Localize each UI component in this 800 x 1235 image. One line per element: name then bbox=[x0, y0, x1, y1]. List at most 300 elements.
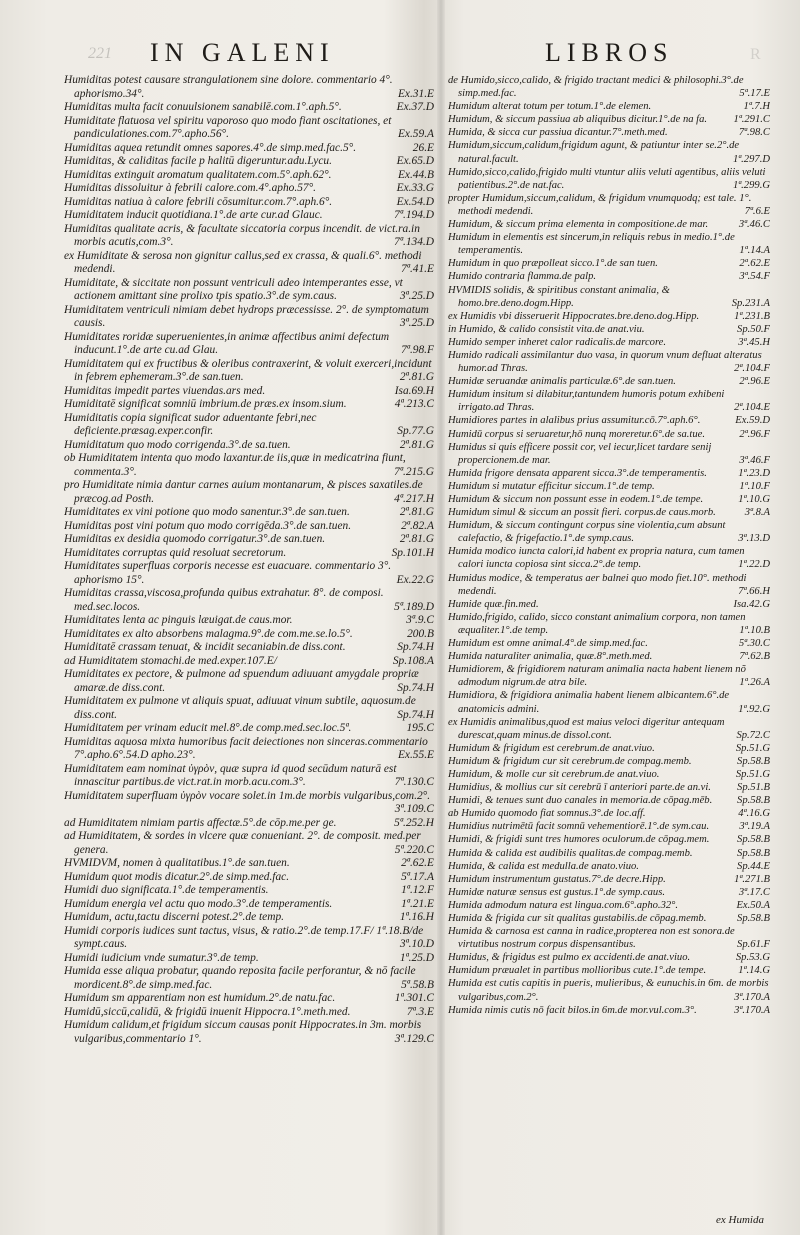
entry-text: ex Humidis vbi disseruerit Hippocrates.bre.deno.dog.Hipp. bbox=[448, 310, 700, 322]
entry-text: Humida & calida est audibilis qualitas.de compag.memb. bbox=[448, 847, 693, 859]
entry-text: Humiditate flatuosa vel spiritu vaporoso quo modo fiant oscitationes, et pandiculationes.com.7°.apho.56°. bbox=[64, 114, 392, 140]
index-column-right bbox=[448, 74, 770, 1224]
entry-text: Humiditatē significat somniū imbrium.de præs.ex insom.sium. bbox=[64, 398, 347, 410]
entry-text: Humiditatis copia significat sudor aduentante febri,nec deficiente.præsag.exper.confir. bbox=[64, 411, 317, 437]
entry-text: Humidum, actu,tactu discerni potest.2°.de temp. bbox=[64, 911, 284, 923]
entry-reference: 5ª.30.C bbox=[738, 638, 770, 650]
entry-text: Humidus si quis efficere possit cor, vel iecur,licet tardare senij propercionem.de mar. bbox=[448, 441, 712, 466]
entry-text: Humida naturaliter animalia, quæ.8°.meth.med. bbox=[448, 651, 653, 663]
index-entry bbox=[448, 74, 770, 100]
index-entry bbox=[64, 965, 434, 992]
bleed-through-text: R bbox=[750, 46, 764, 63]
index-column-left bbox=[64, 74, 434, 1224]
entry-reference: 2ª.62.E bbox=[739, 258, 770, 270]
index-entry bbox=[64, 331, 434, 358]
index-entry bbox=[64, 817, 434, 831]
entry-reference: Sp.58.B bbox=[737, 755, 770, 767]
entry-text: Humidū,siccū,calidū, & frigidū inuenit Hippocra.1°.meth.med. bbox=[64, 1005, 351, 1018]
entry-reference: 1ª.14.A bbox=[739, 245, 770, 257]
entry-text: Humidum, & molle cur sit cerebrum.de anat.viuo. bbox=[448, 768, 660, 780]
entry-text: Humiditas aquea retundit omnes sapores.4°.de simp.med.fac.5°. bbox=[64, 141, 357, 154]
entry-text: Humiditates ex alto absorbens malagma.9°.de com.me.se.lo.5°. bbox=[64, 627, 353, 640]
index-entry bbox=[448, 964, 770, 977]
entry-reference: 5ª.58.B bbox=[401, 978, 434, 991]
entry-text: Humidius, & mollius cur sit cerebrū ī anteriori parte.de an.vi. bbox=[448, 782, 711, 794]
entry-text: Humidum est omne animal.4°.de simp.med.fac. bbox=[448, 638, 648, 650]
entry-text: Humida & frigida cur sit qualitas gustabilis.de cōpag.memb. bbox=[448, 913, 707, 924]
index-entry bbox=[64, 169, 434, 183]
entry-reference: Sp.77.G bbox=[397, 425, 434, 437]
entry-reference: Ex.31.E bbox=[397, 87, 434, 100]
entry-text: Humiditatē crassam tenuat, & incidit secaniabin.de diss.cont. bbox=[64, 641, 346, 653]
entry-text: Humidi corporis iudices sunt tactus, visus, & ratio.2°.de temp.17.F/ 1ª.18.B/de sympt.caus. bbox=[64, 924, 424, 950]
index-entry bbox=[448, 1004, 770, 1017]
entry-reference: Ex.55.E bbox=[397, 749, 434, 761]
entry-reference: Sp.58.B bbox=[737, 847, 770, 859]
entry-reference: 2ª.104.F bbox=[734, 363, 770, 375]
index-entry bbox=[64, 614, 434, 628]
index-entry bbox=[448, 113, 770, 126]
entry-reference: Sp.108.A bbox=[392, 654, 434, 667]
index-entry bbox=[64, 223, 434, 250]
entry-text: Humiditatem eam nominat ὑγρὸν, quæ supra id quod secūdum naturā est innascitur partibus.de vict.rat.in morb.acu.com.3°. bbox=[64, 762, 397, 788]
entry-reference: Sp.51.B bbox=[737, 782, 770, 794]
index-entry bbox=[448, 833, 770, 846]
entry-reference: Sp.72.C bbox=[736, 729, 770, 741]
index-entry bbox=[448, 100, 770, 113]
index-entry bbox=[64, 898, 434, 912]
index-entry bbox=[448, 284, 770, 310]
entry-reference: 5ª.189.D bbox=[394, 600, 434, 613]
index-entry bbox=[448, 598, 770, 611]
entry-text: Humida admodum natura est lingua.com.6°.apho.32°. bbox=[448, 899, 679, 911]
running-head-right: LIBROS bbox=[545, 38, 674, 67]
entry-text: Humidum, & siccum prima elementa in compositione.de mar. bbox=[448, 219, 709, 231]
entry-text: ex Humidis animalibus,quod est maius veloci digeritur antequam durescat,quam minus.de dissol.cont. bbox=[448, 716, 725, 741]
index-entry bbox=[64, 209, 434, 223]
entry-reference: 3ª.170.A bbox=[734, 1004, 770, 1016]
index-entry bbox=[64, 155, 434, 169]
entry-reference: 2ª.81.G bbox=[399, 438, 434, 451]
index-entry bbox=[448, 873, 770, 886]
entry-reference: 2ª.96.E bbox=[739, 376, 770, 388]
index-entry bbox=[448, 742, 770, 755]
index-entry bbox=[64, 790, 434, 817]
entry-text: Humide quæ.fin.med. bbox=[448, 598, 539, 610]
entry-reference: 7ª.66.H bbox=[738, 585, 770, 597]
index-entry bbox=[64, 358, 434, 385]
index-entry bbox=[448, 192, 770, 218]
entry-text: Humidi, & frigidi sunt tres humores oculorum.de cōpag.mem. bbox=[448, 834, 710, 846]
entry-text: Humidi, & tenues sunt duo canales in memoria.de cōpag.mēb. bbox=[448, 795, 713, 807]
index-entry bbox=[448, 388, 770, 414]
entry-reference: Sp.74.H bbox=[397, 708, 434, 721]
entry-reference: 1ª.12.F bbox=[401, 884, 434, 896]
entry-reference: Sp.58.B bbox=[737, 913, 770, 924]
entry-text: Humida nimis cutis nō facit bilos.in 6m.de mor.vul.com.3°. bbox=[448, 1004, 697, 1016]
entry-reference: 7ª.130.C bbox=[394, 776, 434, 788]
entry-text: Humidum in elementis est sincerum,in reliquis rebus in medio.1°.de temperamentis. bbox=[448, 232, 735, 257]
entry-reference: Ex.22.G bbox=[396, 573, 434, 586]
entry-reference: 1ª.231.B bbox=[734, 310, 770, 322]
index-entry bbox=[448, 794, 770, 807]
entry-reference: 26.E bbox=[412, 141, 434, 154]
index-entry bbox=[448, 637, 770, 650]
entry-reference: 3ª.54.F bbox=[739, 271, 770, 283]
entry-reference: Ex.50.A bbox=[736, 899, 770, 911]
index-entry bbox=[448, 336, 770, 349]
entry-reference: 1ª.271.B bbox=[734, 873, 770, 885]
entry-text: Humidum in quo præpolleat sicco.1°.de san tuen. bbox=[448, 258, 658, 270]
entry-reference: 1ª.297.D bbox=[732, 153, 770, 165]
index-entry bbox=[448, 912, 770, 925]
entry-text: Humiditas aquosa mixta humoribus facit deiectiones non sinceras.commentario 7°.apho.6°.54.D apho.23°. bbox=[64, 735, 428, 761]
entry-reference: 7ª.134.D bbox=[394, 236, 434, 248]
entry-text: Humidus, & frigidus est pulmo ex accidenti.de anat.viuo. bbox=[448, 952, 691, 964]
entry-text: Humidum præualet in partibus mollioribus cute.1°.de tempe. bbox=[448, 965, 707, 977]
index-entry bbox=[64, 628, 434, 642]
entry-reference: Sp.51.G bbox=[735, 768, 770, 780]
index-entry bbox=[64, 722, 434, 736]
index-entry bbox=[448, 663, 770, 689]
index-entry bbox=[448, 572, 770, 598]
entry-reference: 2ª.104.E bbox=[734, 402, 770, 414]
index-entry bbox=[64, 385, 434, 399]
entry-text: Humiditates superfluas corporis necesse est euacuare. commentario 3°. aphorismo 15°. bbox=[64, 560, 392, 586]
entry-text: Humida esse aliqua probatur, quando reposita facile perforantur, & nō facile mordicent.8°.de simp.med.fac. bbox=[64, 965, 416, 991]
index-entry bbox=[64, 857, 434, 871]
entry-reference: 3ª.17.C bbox=[738, 886, 770, 898]
entry-text: Humidum, & siccum contingunt corpus sine violentia,cum absunt calefactio, & frigefactio.1°.de symp.caus. bbox=[448, 520, 726, 545]
entry-reference: 2ª.81.G bbox=[399, 371, 434, 383]
entry-text: Humiditates corruptas quid resoluat secretorum. bbox=[64, 546, 287, 559]
entry-text: pro Humiditate nimia dantur carnes auium montanarum, & pisces saxatiles.de præcog.ad Posth. bbox=[64, 479, 423, 505]
entry-reference: 3ª.10.D bbox=[399, 938, 434, 950]
entry-reference: Ex.33.G bbox=[396, 182, 434, 194]
entry-reference: Isa.69.H bbox=[394, 384, 434, 397]
entry-text: Humiditatem qui ex fructibus & oleribus contraxerint, & voluit exerceri,incidunt in febrem ephemeram.3°.de san.tuen. bbox=[64, 357, 432, 383]
entry-reference: 1ª.16.H bbox=[399, 911, 434, 923]
entry-reference: 200.B bbox=[407, 627, 434, 640]
entry-reference: 4ª.213.C bbox=[394, 398, 434, 410]
index-entry bbox=[448, 925, 770, 951]
entry-text: Humiditatem ventriculi nimiam debet hydrops præcessisse. 2°. de symptomatum causis. bbox=[64, 303, 429, 329]
entry-reference: 7ª.98.C bbox=[738, 127, 770, 139]
entry-text: Humidiores partes in alalibus prius assumitur.cō.7°.aph.6°. bbox=[448, 415, 701, 427]
entry-reference: Sp.74.H bbox=[397, 641, 434, 653]
index-entry bbox=[64, 655, 434, 669]
entry-reference: Ex.54.D bbox=[396, 195, 434, 208]
index-entry bbox=[448, 716, 770, 742]
index-entry bbox=[64, 196, 434, 210]
entry-reference: Sp.74.H bbox=[397, 681, 434, 694]
index-entry bbox=[64, 398, 434, 412]
entry-text: ob Humiditatem intenta quo modo laxantur.de iis,quæ in medicatrina fiunt, commenta.3°. bbox=[64, 452, 406, 478]
entry-reference: 7ª.62.B bbox=[739, 651, 770, 663]
index-entry bbox=[448, 375, 770, 388]
entry-reference: 7ª.41.E bbox=[401, 263, 434, 275]
entry-reference: Sp.58.B bbox=[737, 795, 770, 807]
index-entry bbox=[64, 250, 434, 277]
entry-text: Humidum & frigidum est cerebrum.de anat.viuo. bbox=[448, 742, 655, 754]
entry-text: Humiditates ex vini potione quo modo sanentur.3°.de san.tuen. bbox=[64, 506, 350, 518]
entry-text: Humiditate, & siccitate non possunt ventriculi adeo intemperantes esse, vt actionem amittant sine prolixo tpis spatio.3°.de sym.caus. bbox=[64, 276, 403, 302]
entry-text: Humidus modice, & temperatus aer balnei quo modo fiet.10°. methodi medendi. bbox=[448, 572, 747, 597]
index-entry bbox=[64, 533, 434, 547]
entry-reference: 3ª.46.F bbox=[739, 454, 770, 466]
entry-reference: Sp.50.F bbox=[737, 323, 770, 335]
index-entry bbox=[64, 695, 434, 722]
entry-text: HVMIDIS solidis, & spiritibus constant animalia, & homo.bre.deno.dogm.Hipp. bbox=[448, 284, 670, 309]
index-entry bbox=[448, 310, 770, 323]
index-entry bbox=[448, 349, 770, 375]
index-entry bbox=[64, 1019, 434, 1046]
entry-text: Humidiora, & frigidiora animalia habent lienem albicantem.6°.de anatomicis admini. bbox=[448, 690, 730, 715]
index-entry bbox=[64, 74, 434, 101]
index-entry bbox=[64, 925, 434, 952]
index-entry bbox=[448, 768, 770, 781]
entry-reference: 2ª.96.F bbox=[739, 428, 770, 440]
entry-reference: Ex.65.D bbox=[396, 155, 434, 167]
entry-text: Humiditatem superfluam ὑγρὸν vocare solet.in 1m.de morbis vulgaribus,com.2°. bbox=[64, 789, 431, 802]
entry-text: Humida modico iuncta calori,id habent ex propria natura, cum tamen calori iuncta copiosa sint sicca.2°.de temp. bbox=[448, 546, 745, 571]
entry-text: Humidum insitum si dilabitur,tantundem humoris potum exhibeni irrigato.ad Thras. bbox=[448, 389, 725, 414]
entry-reference: 1ª.10.B bbox=[739, 624, 770, 636]
entry-text: Humido radicali assimilantur duo vasa, in quorum vnum defluat alteratus humor.ad Thras. bbox=[448, 349, 762, 375]
entry-reference: Sp.44.E bbox=[737, 860, 770, 872]
entry-reference: 1ª.10.G bbox=[738, 494, 770, 505]
entry-reference: 3ª.9.C bbox=[406, 614, 434, 626]
entry-text: Humidiorem, & frigidiorem naturam animalia nacta habent lienem nõ admodum nigrum.de atra bile. bbox=[448, 664, 746, 689]
index-entry bbox=[448, 755, 770, 768]
entry-text: Humiditates lenta ac pinguis læuigat.de caus.mor. bbox=[64, 614, 293, 626]
entry-reference: 3ª.25.D bbox=[399, 290, 434, 302]
entry-text: Humiditas post vini potum quo modo corrigēda.3°.de san.tuen. bbox=[64, 519, 352, 532]
entry-reference: 3ª.170.A bbox=[734, 991, 770, 1003]
entry-reference: 5ª.252.H bbox=[394, 816, 434, 829]
index-entry bbox=[64, 115, 434, 142]
entry-text: Humidum calidum,et frigidum siccum causas ponit Hippocrates.in 3m. morbis vulgaribus,commentario 1°. bbox=[64, 1019, 422, 1045]
index-entry bbox=[64, 520, 434, 534]
index-entry bbox=[64, 452, 434, 479]
entry-text: Humido,sicco,calido,frigido multi vtuntur aliis veluti agentibus, aliis veluti patientibus.2°.de nat.fac. bbox=[448, 166, 766, 191]
entry-text: Humido contraria flamma.de palp. bbox=[448, 271, 597, 283]
entry-reference: 3ª.19.A bbox=[739, 821, 770, 833]
index-entry bbox=[448, 807, 770, 820]
index-entry bbox=[64, 479, 434, 506]
entry-reference: Sp.101.H bbox=[391, 546, 434, 559]
index-entry bbox=[448, 899, 770, 912]
index-entry bbox=[64, 992, 434, 1006]
index-entry bbox=[64, 830, 434, 857]
entry-reference: 7ª.98.F bbox=[401, 344, 434, 356]
index-entry bbox=[448, 519, 770, 545]
index-entry bbox=[64, 884, 434, 898]
index-entry bbox=[64, 911, 434, 925]
entry-text: Humida & carnosa est canna in radice,propterea non est sonora.de virtutibus nostrum corpus dispensantibus. bbox=[448, 926, 735, 951]
entry-reference: 3ª.45.H bbox=[738, 336, 770, 348]
index-entry bbox=[64, 439, 434, 453]
index-entry bbox=[448, 139, 770, 165]
index-entry bbox=[448, 467, 770, 480]
entry-reference: Sp.53.G bbox=[735, 952, 770, 964]
entry-reference: 1ª.25.D bbox=[399, 951, 434, 964]
entry-text: Humidum sm apparentiam non est humidum.2°.de natu.fac. bbox=[64, 992, 336, 1004]
entry-text: ad Humiditatem stomachi.de med.exper.107.E/ bbox=[64, 654, 277, 667]
entry-text: Humidi duo significata.1°.de temperamentis. bbox=[64, 884, 269, 896]
entry-text: Humidum si mutatur efficitur siccum.1°.de temp. bbox=[448, 480, 655, 492]
index-entry bbox=[448, 257, 770, 270]
entry-reference: 5ª.17.A bbox=[401, 870, 434, 883]
entry-reference: 1ª.23.D bbox=[738, 467, 770, 479]
entry-text: Humiditatem inducit quotidiana.1°.de arte cur.ad Glauc. bbox=[64, 209, 323, 221]
index-entry bbox=[64, 412, 434, 439]
entry-reference: 1ª.26.A bbox=[739, 677, 770, 689]
index-entry bbox=[448, 480, 770, 493]
index-entry bbox=[64, 182, 434, 196]
index-entry bbox=[448, 781, 770, 794]
entry-text: Humidi iudicium vnde sumatur.3°.de temp. bbox=[64, 951, 259, 964]
entry-reference: 1ª.21.E bbox=[401, 897, 434, 910]
entry-text: Humiditas natiua à calore febrili cōsumitur.com.7°.aph.6°. bbox=[64, 195, 333, 208]
entry-reference: 3ª.13.D bbox=[738, 533, 770, 545]
entry-reference: Sp.58.B bbox=[737, 834, 770, 846]
entry-reference: 1ª.7.H bbox=[743, 101, 770, 113]
index-entry bbox=[64, 142, 434, 156]
entry-reference: Ex.37.D bbox=[396, 101, 434, 113]
entry-reference: 1ª.14.G bbox=[738, 965, 770, 977]
entry-reference: 1ª.22.D bbox=[738, 559, 770, 571]
index-entry bbox=[448, 650, 770, 663]
entry-reference: Ex.59.A bbox=[397, 128, 434, 140]
entry-text: Humiditas crassa,viscosa,profunda quibus extrahatur. 8°. de composi. med.sec.locos. bbox=[64, 587, 384, 613]
entry-text: Humidum simul & siccum an possit fieri. corpus.de caus.morb. bbox=[448, 507, 716, 519]
entry-text: Humidum,siccum,calidum,frigidum agunt, & patiuntur inter se.2°.de natural.facult. bbox=[448, 140, 740, 165]
index-entry bbox=[448, 414, 770, 427]
index-entry bbox=[448, 323, 770, 336]
entry-text: Humidæ naturæ sensus est gustus.1°.de symp.caus. bbox=[448, 886, 665, 898]
entry-reference: 1ª.10.F bbox=[739, 480, 770, 492]
index-entry bbox=[64, 506, 434, 520]
entry-text: Humidum & siccum non possunt esse in eodem.1°.de tempe. bbox=[448, 494, 704, 505]
entry-text: Humidū corpus si seruaretur,hō nunq moreretur.6°.de sa.tue. bbox=[448, 428, 706, 440]
entry-text: Humidæ seruandæ animalis particulæ.6°.de san.tuen. bbox=[448, 376, 676, 388]
entry-text: Humida frigore densata apparent sicca.3°.de temperamentis. bbox=[448, 467, 707, 479]
entry-reference: 1ª.299.G bbox=[732, 179, 770, 191]
bleed-through-folio: 221 bbox=[88, 45, 112, 62]
index-entry bbox=[64, 763, 434, 790]
entry-reference: 195.C bbox=[406, 722, 434, 734]
entry-reference: 5ª.17.E bbox=[739, 88, 770, 100]
entry-text: Humido,frigido, calido, sicco constant animalium corpora, non tamen æqualiter.1°.de temp. bbox=[448, 611, 746, 636]
entry-text: Humidum, & siccum passiua ab aliquibus dicitur.1°.de na fa. bbox=[448, 114, 708, 126]
index-entry bbox=[64, 668, 434, 695]
entry-text: Humiditates roridæ superuenientes,in animæ affectibus animi defectum inducunt.1°.de arte cu.ad Glau. bbox=[64, 330, 390, 356]
index-entry bbox=[448, 611, 770, 637]
index-entry bbox=[64, 304, 434, 331]
entry-reference: 3ª.25.D bbox=[399, 317, 434, 329]
catchword: ex Humida bbox=[716, 1214, 764, 1226]
entry-reference: 1ª.92.G bbox=[738, 703, 770, 715]
entry-text: Humidum alterat totum per totum.1°.de elemen. bbox=[448, 101, 652, 113]
entry-text: Humiditatem ex pulmone vt aliquis spuat, adiuuat vinum subtile, aquosum.de diss.cont. bbox=[64, 695, 416, 721]
index-entry bbox=[448, 977, 770, 1003]
entry-text: Humidum quot modis dicatur.2°.de simp.med.fac. bbox=[64, 870, 290, 883]
index-entry bbox=[64, 101, 434, 115]
entry-reference: 7ª.6.E bbox=[744, 205, 770, 217]
entry-reference: 3ª.109.C bbox=[394, 803, 434, 815]
index-entry bbox=[64, 736, 434, 763]
index-entry bbox=[448, 493, 770, 506]
entry-reference: 3ª.129.C bbox=[394, 1032, 434, 1045]
entry-text: Humiditas potest causare strangulationem sine dolore. commentario 4°. aphorismo.34°. bbox=[64, 74, 393, 100]
index-entry bbox=[448, 860, 770, 873]
entry-reference: 7ª.3.E bbox=[406, 1005, 434, 1018]
entry-reference: 3ª.46.C bbox=[738, 219, 770, 231]
index-entry bbox=[448, 270, 770, 283]
entry-reference: 2ª.62.E bbox=[401, 857, 434, 869]
entry-reference: 4ª.217.H bbox=[394, 492, 434, 505]
index-entry bbox=[448, 166, 770, 192]
entry-reference: 3ª.8.A bbox=[744, 507, 770, 519]
entry-text: propter Humidum,siccum,calidum, & frigidum vnumquodq; est tale. 1°. methodi medendi. bbox=[448, 192, 752, 217]
entry-text: ad Humiditatem, & sordes in vlcere quæ conueniant. 2°. de composit. med.per genera. bbox=[64, 830, 421, 856]
entry-reference: 1ª.291.C bbox=[733, 114, 770, 126]
index-entry bbox=[448, 847, 770, 860]
entry-text: Humidum instrumentum gustatus.7°.de decre.Hipp. bbox=[448, 873, 666, 885]
book-gutter bbox=[437, 0, 445, 1235]
entry-text: ad Humiditatem nimiam partis affectæ.5°.de cōp.me.per ge. bbox=[64, 816, 337, 829]
index-entry bbox=[64, 641, 434, 655]
entry-reference: Isa.42.G bbox=[733, 598, 770, 610]
entry-text: Humido semper inheret calor radicalis.de marcore. bbox=[448, 336, 667, 348]
index-entry bbox=[64, 952, 434, 966]
entry-text: Humiditas ex desidia quomodo corrigatur.3°.de san.tuen. bbox=[64, 533, 326, 545]
entry-text: HVMIDVM, nomen à qualitatibus.1°.de san.tuen. bbox=[64, 857, 290, 869]
entry-text: Humiditatum quo modo corrigenda.3°.de sa.tuen. bbox=[64, 438, 291, 451]
entry-text: Humida est cutis capitis in pueris, mulieribus, & eunuchis.in 6m. de morbis vulgaribus,com.2°. bbox=[448, 978, 769, 1003]
entry-text: Humiditas extinguit aromatum qualitatem.com.5°.aph.62°. bbox=[64, 168, 332, 181]
entry-text: Humiditas, & caliditas facile p halitū digeruntur.adu.Lycu. bbox=[64, 155, 332, 167]
index-entry bbox=[448, 218, 770, 231]
index-entry bbox=[448, 231, 770, 257]
entry-text: Humiditas multa facit conuulsionem sanabilē.com.1°.aph.5°. bbox=[64, 101, 342, 113]
entry-reference: 7ª.215.G bbox=[394, 465, 434, 478]
index-entry bbox=[64, 587, 434, 614]
entry-reference: 2ª.82.A bbox=[401, 519, 434, 532]
entry-reference: Sp.51.G bbox=[735, 742, 770, 754]
index-entry bbox=[448, 441, 770, 467]
entry-text: ab Humido quomodo fiat somnus.3°.de loc.aff. bbox=[448, 808, 646, 820]
index-entry bbox=[448, 428, 770, 441]
entry-reference: 2ª.81.G bbox=[399, 533, 434, 545]
entry-text: Humiditates ex pectore, & pulmone ad spuendum adiuuant amygdale propriæ amaræ.de diss.cont. bbox=[64, 668, 419, 694]
entry-reference: 1ª.301.C bbox=[394, 992, 434, 1004]
index-entry bbox=[64, 871, 434, 885]
entry-reference: Sp.231.A bbox=[731, 297, 770, 309]
entry-reference: Ex.44.B bbox=[397, 168, 434, 181]
entry-reference: 4ª.16.G bbox=[738, 808, 770, 820]
entry-text: Humida, & sicca cur passiua dicantur.7°.meth.med. bbox=[448, 127, 668, 139]
entry-reference: 5ª.220.C bbox=[394, 843, 434, 856]
index-entry bbox=[448, 951, 770, 964]
entry-reference: Sp.61.F bbox=[737, 939, 770, 951]
entry-text: Humiditas qualitate acris, & facultate siccatoria corpus incendit. de vict.ra.in morbis acutis,com.3°. bbox=[64, 222, 420, 248]
entry-text: Humida, & calida est medulla.de anato.viuo. bbox=[448, 860, 639, 872]
index-entry bbox=[64, 277, 434, 304]
entry-reference: Ex.59.D bbox=[735, 415, 770, 427]
entry-text: Humiditas impedit partes viuendas.ars med. bbox=[64, 384, 266, 397]
